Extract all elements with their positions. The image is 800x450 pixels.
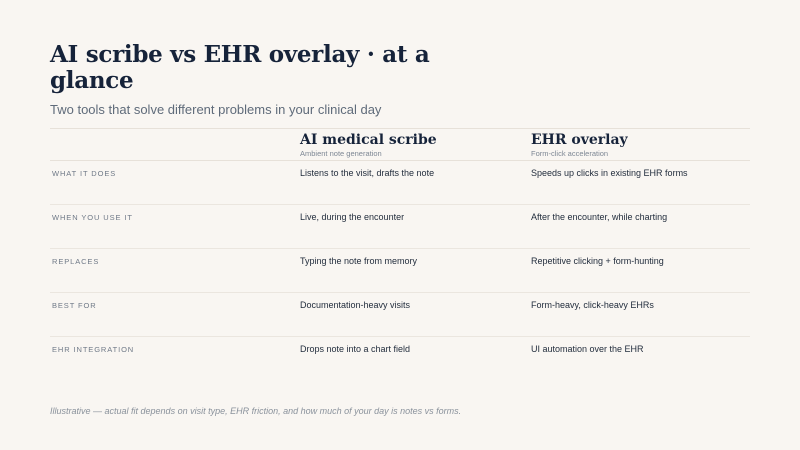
overlay-cell: UI automation over the EHR [531, 344, 644, 354]
column-header-ai-scribe [300, 131, 437, 159]
row-label: BEST FOR [52, 301, 97, 310]
scribe-cell: Typing the note from memory [300, 256, 418, 266]
column-subtitle: Form-click acceleration [531, 149, 609, 158]
column-title: EHR overlay [531, 132, 628, 148]
footnote: Illustrative — actual fit depends on visit type, EHR friction, and how much of your day is notes vs forms. [50, 406, 462, 416]
scribe-cell: Drops note into a chart field [300, 344, 411, 354]
page-subtitle: Two tools that solve different problems in your clinical day [50, 102, 382, 117]
scribe-cell: Documentation-heavy visits [300, 300, 411, 310]
column-subtitle: Ambient note generation [300, 149, 382, 158]
column-title: AI medical scribe [300, 132, 437, 148]
table-row [50, 249, 750, 293]
page-title: AI scribe vs EHR overlay · at a glance [50, 41, 430, 94]
column-header-ehr-overlay [531, 131, 628, 159]
table-row [50, 337, 750, 380]
row-label: WHAT IT DOES [52, 169, 117, 178]
table-row [50, 205, 750, 249]
row-label: EHR INTEGRATION [52, 345, 135, 354]
comparison-table [50, 128, 750, 380]
overlay-cell: Form-heavy, click-heavy EHRs [531, 300, 654, 310]
table-row [50, 293, 750, 337]
scribe-cell: Listens to the visit, drafts the note [300, 168, 435, 178]
overlay-cell: After the encounter, while charting [531, 212, 668, 222]
row-label: WHEN YOU USE IT [52, 213, 133, 222]
row-label: REPLACES [52, 257, 100, 266]
table-row [50, 161, 750, 205]
table-header [50, 128, 750, 161]
overlay-cell: Repetitive clicking + form-hunting [531, 256, 664, 266]
overlay-cell: Speeds up clicks in existing EHR forms [531, 168, 688, 178]
scribe-cell: Live, during the encounter [300, 212, 405, 222]
